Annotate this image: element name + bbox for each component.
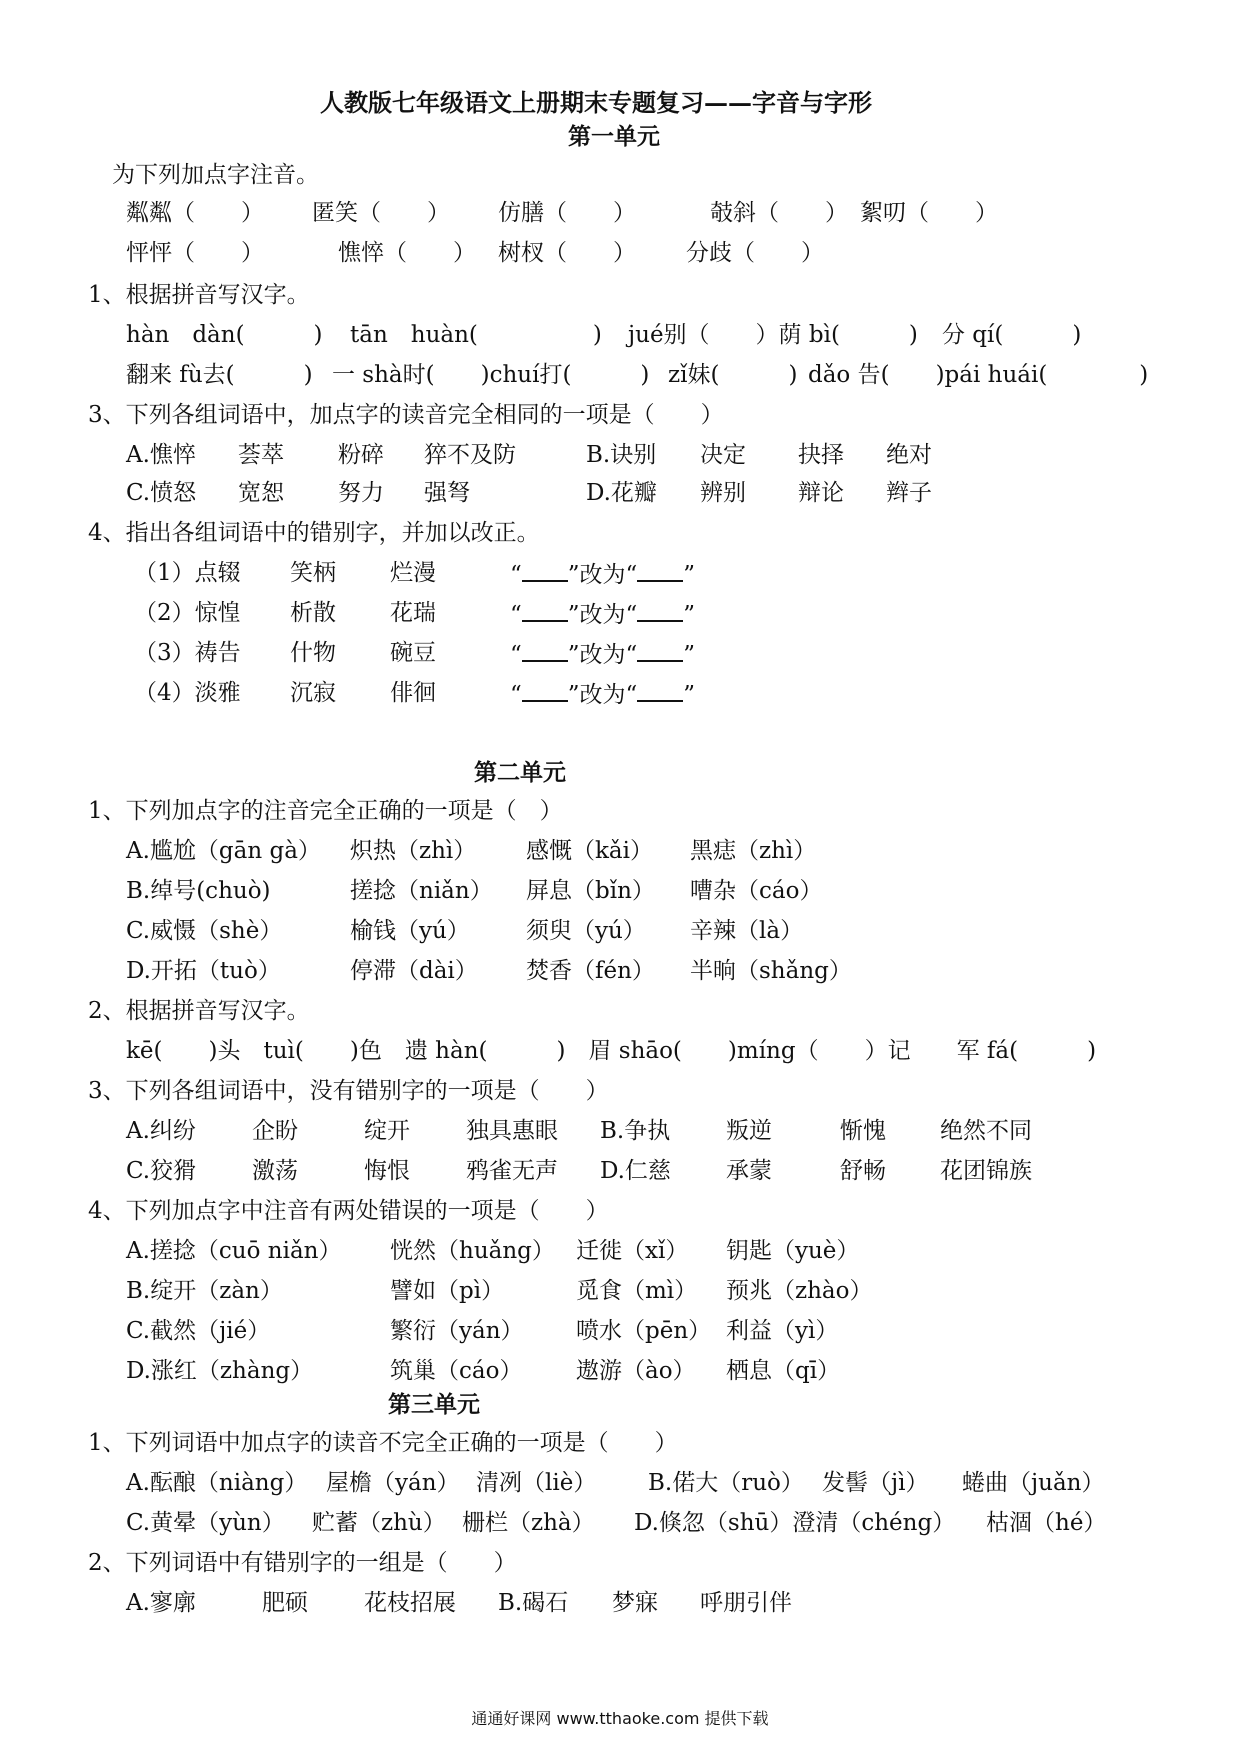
option-word: 预兆（zhào） xyxy=(726,1278,873,1304)
quote: ”改为“ xyxy=(567,642,638,668)
option-word: C.截然（jié） xyxy=(126,1318,271,1344)
option-word: 抉择 xyxy=(798,442,844,468)
option-word: 惭愧 xyxy=(840,1118,886,1144)
option-word: A.寥廓 xyxy=(126,1590,196,1616)
quote: ” xyxy=(683,602,696,628)
option-word: 叛逆 xyxy=(726,1118,772,1144)
option-word: 独具惠眼 xyxy=(466,1118,558,1144)
quote: ” xyxy=(683,642,696,668)
option-word: 黑痣（zhì） xyxy=(690,838,817,864)
word: 烂漫 xyxy=(390,560,436,586)
option-word: A.尴尬（gān gà） xyxy=(126,838,321,864)
option-word: 半晌（shǎng） xyxy=(690,958,852,984)
quote: ” xyxy=(683,562,696,588)
option-word: 感慨（kǎi） xyxy=(526,838,654,864)
correction-blank[interactable] xyxy=(510,638,695,670)
option-word: 栖息（qī） xyxy=(726,1358,841,1384)
u1-q1-stem: 1、根据拼音写汉字。 xyxy=(88,282,310,308)
word: （1）点辍 xyxy=(134,560,241,586)
option-word: 迁徙（xǐ） xyxy=(576,1238,689,1264)
option-word: A.酝酿（niàng） xyxy=(126,1470,308,1496)
quote: “ xyxy=(510,602,522,628)
option-word: 遨游（ào） xyxy=(576,1358,696,1384)
option-word: 绝然不同 xyxy=(940,1118,1032,1144)
quote: “ xyxy=(510,682,522,708)
option-word: D.开拓（tuò） xyxy=(126,958,281,984)
option-word: A.搓捻（cuō niǎn） xyxy=(126,1238,342,1264)
u2-q2-line: kē( )头 tuì( )色 遗 hàn( ) 眉 shāo( )míng（ ）记 军 fá( ) xyxy=(126,1038,1097,1064)
word: （3）祷告 xyxy=(134,640,241,666)
option-word: 企盼 xyxy=(252,1118,298,1144)
item: 仿膳（ ） xyxy=(498,200,636,226)
option-word: B.绽开（zàn） xyxy=(126,1278,283,1304)
word: 沉寂 xyxy=(290,680,336,706)
option-word: B.绰号(chuò) xyxy=(126,878,271,904)
u3-q1-stem: 1、下列词语中加点字的读音不完全正确的一项是（ ） xyxy=(88,1430,678,1456)
option-word: 粉碎 xyxy=(338,442,384,468)
word: 碗豆 xyxy=(390,640,436,666)
word: （2）惊惶 xyxy=(134,600,241,626)
item: 憔悴（ ） xyxy=(338,240,476,266)
option-word: B.诀别 xyxy=(586,442,657,468)
option-word: C.狡猾 xyxy=(126,1158,197,1184)
option-word: A.憔悴 xyxy=(126,442,196,468)
option-word: A.纠纷 xyxy=(126,1118,196,1144)
option-word: 猝不及防 xyxy=(424,442,516,468)
u1-q0-stem: 为下列加点字注音。 xyxy=(112,162,319,188)
u1-q3-stem: 3、下列各组词语中，加点字的读音完全相同的一项是（ ） xyxy=(88,402,724,428)
option-word: 发髻（jì） xyxy=(822,1470,929,1496)
correction-blank[interactable] xyxy=(510,678,695,710)
word: 花瑞 xyxy=(390,600,436,626)
option-word: 觅食（mì） xyxy=(576,1278,698,1304)
word: 笑柄 xyxy=(290,560,336,586)
item: 匿笑（ ） xyxy=(312,200,450,226)
option-word: 譬如（pì） xyxy=(390,1278,505,1304)
item: 树杈（ ） xyxy=(498,240,636,266)
option-word: 辛辣（là） xyxy=(690,918,804,944)
option-word: D.涨红（zhàng） xyxy=(126,1358,314,1384)
option-word: 辩论 xyxy=(798,480,844,506)
quote: “ xyxy=(510,642,522,668)
option-word: B.偌大（ruò） xyxy=(648,1470,804,1496)
unit-3-heading: 第三单元 xyxy=(388,1391,480,1418)
option-word: B.争执 xyxy=(600,1118,671,1144)
word: 俳徊 xyxy=(390,680,436,706)
option-word: 绽开 xyxy=(364,1118,410,1144)
option-word: 筑巢（cáo） xyxy=(390,1358,523,1384)
item: 攲斜（ ） xyxy=(710,200,848,226)
option-word: 舒畅 xyxy=(840,1158,886,1184)
footer: 通通好课网 www.tthaoke.com 提供下载 xyxy=(471,1709,769,1728)
option-word: 恍然（huǎng） xyxy=(390,1238,555,1264)
quote: ”改为“ xyxy=(567,602,638,628)
option-word: C.威慑（shè） xyxy=(126,918,283,944)
option-word: 利益（yì） xyxy=(726,1318,839,1344)
item: jué别（ ）荫 bì( ) xyxy=(628,322,918,348)
option-word: 屋檐（yán） xyxy=(326,1470,460,1496)
item: 翻来 fù去( ) xyxy=(126,362,313,388)
option-word: 绝对 xyxy=(886,442,932,468)
u1-q4-stem: 4、指出各组词语中的错别字，并加以改正。 xyxy=(88,520,540,546)
option-word: C.黄晕（yùn） xyxy=(126,1510,285,1536)
page-title: 人教版七年级语文上册期末专题复习——字音与字形 xyxy=(320,88,872,117)
option-word: 宽恕 xyxy=(238,480,284,506)
word: 析散 xyxy=(290,600,336,626)
unit-1-heading: 第一单元 xyxy=(568,123,660,150)
option-word: 激荡 xyxy=(252,1158,298,1184)
option-word: 喷水（pēn） xyxy=(576,1318,712,1344)
u2-q2-stem: 2、根据拼音写汉字。 xyxy=(88,998,310,1024)
option-word: 蜷曲（juǎn） xyxy=(962,1470,1105,1496)
item: 分 qí( ) xyxy=(942,322,1082,348)
option-word: 贮蓄（zhù） xyxy=(312,1510,446,1536)
option-word: 悔恨 xyxy=(364,1158,410,1184)
option-word: 榆钱（yú） xyxy=(350,918,470,944)
u2-q3-stem: 3、下列各组词语中，没有错别字的一项是（ ） xyxy=(88,1078,609,1104)
option-word: 须臾（yú） xyxy=(526,918,646,944)
option-word: 清冽（liè） xyxy=(476,1470,597,1496)
option-word: 肥硕 xyxy=(262,1590,308,1616)
option-word: 呼朋引伴 xyxy=(700,1590,792,1616)
item: tān huàn( ) xyxy=(350,322,602,348)
item: 一 shà时( )chuí打( ) xyxy=(332,362,650,388)
option-word: 荟萃 xyxy=(238,442,284,468)
option-word: 决定 xyxy=(700,442,746,468)
item: zǐ妹( ) xyxy=(668,362,798,388)
u3-q2-stem: 2、下列词语中有错别字的一组是（ ） xyxy=(88,1550,517,1576)
option-word: 繁衍（yán） xyxy=(390,1318,524,1344)
correction-blank[interactable] xyxy=(510,558,695,590)
quote: ”改为“ xyxy=(567,682,638,708)
u2-q1-stem: 1、下列加点字的注音完全正确的一项是（ ） xyxy=(88,798,563,824)
option-word: 辨别 xyxy=(700,480,746,506)
correction-blank[interactable] xyxy=(510,598,695,630)
option-word: 花枝招展 xyxy=(364,1590,456,1616)
option-word: 花团锦族 xyxy=(940,1158,1032,1184)
option-word: 嘈杂（cáo） xyxy=(690,878,823,904)
unit-2-heading: 第二单元 xyxy=(474,759,566,786)
option-word: 努力 xyxy=(338,480,384,506)
option-word: 承蒙 xyxy=(726,1158,772,1184)
option-word: 栅栏（zhà） xyxy=(462,1510,595,1536)
option-word: 搓捻（niǎn） xyxy=(350,878,493,904)
item: 粼粼（ ） xyxy=(126,200,264,226)
option-word: 炽热（zhì） xyxy=(350,838,477,864)
quote: ”改为“ xyxy=(567,562,638,588)
quote: ” xyxy=(683,682,696,708)
item: 絮叨（ ） xyxy=(860,200,998,226)
item: 怦怦（ ） xyxy=(126,240,264,266)
option-word: 辫子 xyxy=(886,480,932,506)
option-word: 强弩 xyxy=(424,480,470,506)
option-word: D.花瓣 xyxy=(586,480,657,506)
item: 分歧（ ） xyxy=(686,240,824,266)
word: （4）淡雅 xyxy=(134,680,241,706)
option-word: 屏息（bǐn） xyxy=(526,878,655,904)
option-word: 钥匙（yuè） xyxy=(726,1238,860,1264)
u2-q4-stem: 4、下列加点字中注音有两处错误的一项是（ ） xyxy=(88,1198,609,1224)
option-word: C.愤怒 xyxy=(126,480,197,506)
option-word: D.倏忽（shū）澄清（chéng） xyxy=(634,1510,956,1536)
option-word: 焚香（fén） xyxy=(526,958,655,984)
option-word: 梦寐 xyxy=(612,1590,658,1616)
option-word: D.仁慈 xyxy=(600,1158,671,1184)
item: hàn dàn( ) xyxy=(126,322,323,348)
option-word: 鸦雀无声 xyxy=(466,1158,558,1184)
quote: “ xyxy=(510,562,522,588)
word: 什物 xyxy=(290,640,336,666)
option-word: 停滞（dài） xyxy=(350,958,478,984)
option-word: 枯涸（hé） xyxy=(986,1510,1107,1536)
option-word: B.碣石 xyxy=(498,1590,569,1616)
item: dǎo 告( )pái huái( ) xyxy=(808,362,1149,388)
